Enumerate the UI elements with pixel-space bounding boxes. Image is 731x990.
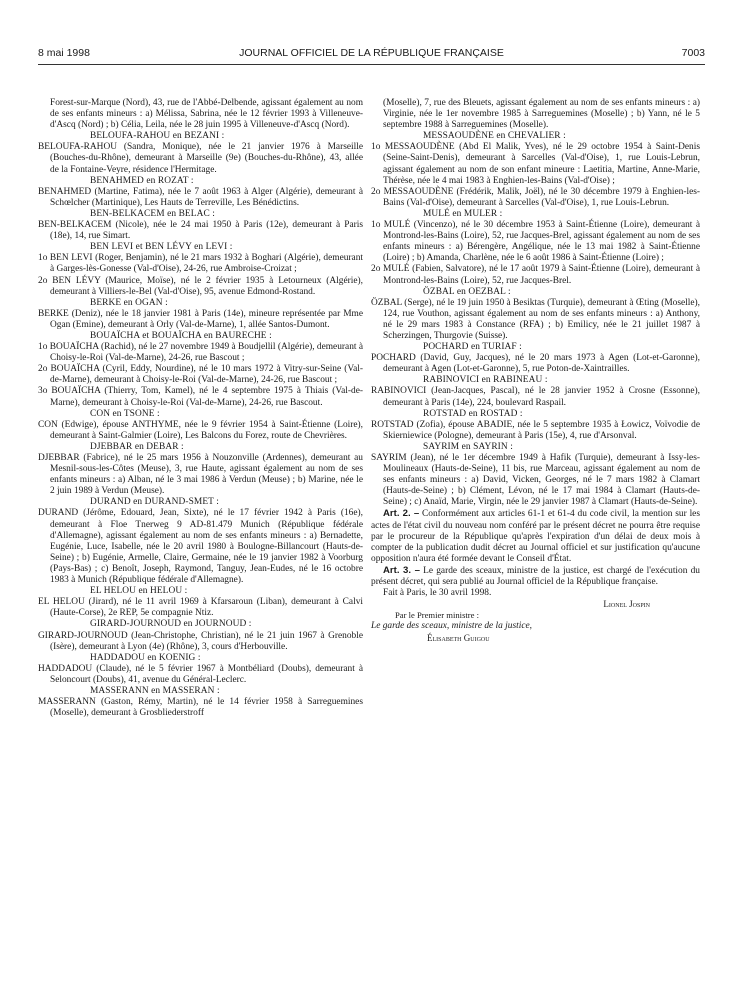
entry: 1o MESSAOUDÈNE (Abd El Malik, Yves), né le 29 octobre 1954 à Saint-Denis (Seine-Saint-Denis), demeurant à Sarcelles (Val-d'Oise), 1, rue Louis-Lebrun, agissant également au nom de son enfant mineure : Laetitia, Martine, Anne-Marie, Thérèse, née le 4 mai 1983 à Enghien-les-Bains (Val-d'Oise) ;: [371, 142, 700, 186]
left-column: [38, 98, 363, 719]
entry-heading: HADDADOU en KOENIG :: [90, 652, 201, 663]
article-3-label: Art. 3. –: [383, 564, 420, 576]
entry-continuation: (Moselle), 7, rue des Bleuets, agissant également au nom de ses enfants mineurs : a) Virginie, née le 1er novembre 1985 à Sarreguemines (Moselle) ; b) Yann, né le 5 septembre 1988 à Sarreguemines (Moselle).: [383, 98, 700, 131]
entry: 2o BEN LÉVY (Maurice, Moïse), né le 2 février 1935 à Letourneux (Algérie), demeurant à Villiers-le-Bel (Val-d'Oise), 95, avenue Edmond-Rostand.: [38, 275, 363, 297]
entry: BEN-BELKACEM (Nicole), née le 24 mai 1950 à Paris (12e), demeurant à Paris (18e), 14, rue Simart.: [38, 220, 363, 242]
entry-heading: EL HELOU en HELOU :: [90, 586, 188, 597]
entry-heading: POCHARD en TURIAF :: [423, 342, 522, 353]
entry: BERKE (Deniz), née le 18 janvier 1981 à Paris (14e), mineure représentée par Mme Ogan (Emine), demeurant à Orly (Val-de-Marne), 1, allée Santos-Dumont.: [38, 308, 363, 330]
entry: 3o BOUAÏCHA (Thierry, Tom, Kamel), né le 4 septembre 1975 à Thiais (Val-de-Marne), demeurant à Choisy-le-Roi (Val-de-Marne), 24-26, rue Bascout.: [38, 386, 363, 408]
article-2-text: Conformément aux articles 61-1 et 61-4 du code civil, la mention sur les actes de l'état civil du nouveau nom conféré par le présent décret ne pourra être requise par le procureur de la République qu'après l'expiration d'un délai de deux mois à compter de la publication dudit décret au Journal officiel et sur justification qu'aucune opposition n'aura été formée devant le Conseil d'État.: [371, 509, 700, 564]
signature-place-date: Fait à Paris, le 30 avril 1998.: [383, 588, 492, 599]
entry: 2o BOUAÏCHA (Cyril, Eddy, Nourdine), né le 10 mars 1972 à Vitry-sur-Seine (Val-de-Marne), demeurant à Choisy-le-Roi (Val-de-Marne), 24-26, rue Bascout ;: [38, 364, 363, 386]
entry-heading: BERKE en OGAN :: [90, 297, 168, 308]
entry: MASSERANN (Gaston, Rémy, Martin), né le 14 février 1958 à Sarreguemines (Moselle), demeurant à Grosbliederstroff: [38, 697, 363, 719]
entry-heading: RABINOVICI en RABINEAU :: [423, 375, 548, 386]
entry: DJEBBAR (Fabrice), né le 25 mars 1956 à Nouzonville (Ardennes), demeurant au Mesnil-sous-les-Côtes (Meuse), 3, rue Haute, agissant également au nom de ses enfants mineurs : a) Alban, né le 3 mai 1986 à Verdun (Meuse) ; b) Marine, née le 2 juin 1989 à Verdun (Meuse).: [38, 453, 363, 497]
entry: DURAND (Jérôme, Edouard, Jean, Sixte), né le 17 février 1942 à Paris (16e), demeurant à Floe Tnerweg 9 AD-81.479 Munich (République fédérale d'Allemagne), agissant également au nom de ses enfants mineurs : a) Bernadette, Eugénie, Luce, Isabelle, née le 20 avril 1980 à Boulogne-Billancourt (Hauts-de-Seine) ; b) Eugénie, Armelle, Claire, Germaine, née le 19 janvier 1982 à Voorburg (Pays-Bas) ; c) Benoît, Joseph, Raymond, Tanguy, Jean-Eudes, né le 16 octobre 1983 à Munich (République fédérale d'Allemagne).: [38, 508, 363, 586]
article-3-text: Le garde des sceaux, ministre de la justice, est chargé de l'exécution du présent décret, qui sera publié au Journal officiel de la République française.: [371, 565, 700, 588]
entry: 2o MULÉ (Fabien, Salvatore), né le 17 août 1979 à Saint-Étienne (Loire), demeurant à Montrond-les-Bains (Loire), 52, rue Jacques-Brel.: [371, 264, 700, 286]
entry-heading: SAYRIM en SAYRIN :: [423, 441, 513, 452]
entry-heading: BELOUFA-RAHOU en BEZANI :: [90, 131, 225, 142]
header-date: 8 mai 1998: [38, 47, 90, 59]
header-page-number: 7003: [681, 47, 705, 59]
entry: 1o BOUAÏCHA (Rachid), né le 27 novembre 1949 à Boudjellil (Algérie), demeurant à Choisy-le-Roi (Val-de-Marne), 24-26, rue Bascout ;: [38, 342, 363, 364]
entry: ÖZBAL (Serge), né le 19 juin 1950 à Besiktas (Turquie), demeurant à Œting (Moselle), 124, rue Vouthon, agissant également au nom de ses enfants mineurs : a) Anthony, né le 29 mars 1983 à Constance (RFA) ; b) Emilicy, née le 21 juillet 1987 à Scherzingen, Thurgovie (Suisse).: [371, 297, 700, 341]
entry-heading: GIRARD-JOURNOUD en JOURNOUD :: [90, 619, 252, 630]
entry: SAYRIM (Jean), né le 1er décembre 1949 à Hafik (Turquie), demeurant à Issy-les-Moulineaux (Hauts-de-Seine), 11 bis, rue Marceau, agissant également au nom de ses enfants mineurs : a) David, Vicken, Georges, né le 7 mars 1982 à Clamart (Hauts-de-Seine) ; b) Clément, Lévon, né le 17 mai 1984 à Clamart (Hauts-de-Seine) ; c) Anaïd, Marie, Virgin, née le 29 janvier 1987 à Clamart (Hauts-de-Seine).: [371, 453, 700, 508]
entry-heading: CON en TSONE :: [90, 408, 160, 419]
header-title: JOURNAL OFFICIEL DE LA RÉPUBLIQUE FRANÇAISE: [239, 47, 504, 59]
entry: 1o MULÉ (Vincenzo), né le 30 décembre 1953 à Saint-Étienne (Loire), demeurant à Montrond-les-Bains (Loire), 52, rue Jacques-Brel, agissant également au nom de ses enfants mineurs : a) Bérengère, Angélique, née le 13 mai 1982 à Saint-Étienne (Loire) ; b) Amanda, Charlène, née le 6 août 1986 à Saint-Étienne (Loire) ;: [371, 220, 700, 264]
page-header: [38, 47, 705, 61]
entry-heading: ÖZBAL en OEZBAL :: [423, 286, 511, 297]
minister-role: Le garde des sceaux, ministre de la justice,: [371, 621, 532, 632]
entry: EL HELOU (Jirard), né le 11 avril 1969 à Kfarsaroun (Liban), demeurant à Calvi (Haute-Corse), 2e REP, 5e compagnie Ntiz.: [38, 597, 363, 619]
entry: CON (Edwige), épouse ANTHYME, née le 9 février 1954 à Saint-Étienne (Loire), demeurant à Saint-Galmier (Loire), Les Balcons du Forez, route de Chevrières.: [38, 419, 363, 441]
entry-heading: MASSERANN en MASSERAN :: [90, 685, 220, 696]
entry: RABINOVICI (Jean-Jacques, Pascal), né le 28 janvier 1952 à Crosne (Essonne), demeurant à Paris (14e), 224, boulevard Raspail.: [371, 386, 700, 408]
entry: 2o MESSAOUDÈNE (Frédérik, Malik, Joël), né le 30 décembre 1979 à Enghien-les-Bains (Val-d'Oise), demeurant à Sarcelles (Val-d'Oise), 1, rue Louis-Lebrun.: [371, 186, 700, 208]
entry-heading: BEN-BELKACEM en BELAC :: [90, 208, 215, 219]
entry: BENAHMED (Martine, Fatima), née le 7 août 1963 à Alger (Algérie), demeurant à Schœlcher (Martinique), Les Hauts de Terreville, Les Bénédictins.: [38, 186, 363, 208]
header-rule: [38, 64, 705, 65]
entry-heading: MULÉ en MULER :: [423, 208, 503, 219]
entry: ROTSTAD (Zofia), épouse ABADIE, née le 5 septembre 1935 à Łowicz, Voïvodie de Skierniewice (Pologne), demeurant à Paris (15e), 4, rue d'Arsonval.: [371, 419, 700, 441]
entry-continuation: Forest-sur-Marque (Nord), 43, rue de l'Abbé-Delbende, agissant également au nom de ses enfants mineurs : a) Mélissa, Sabrina, née le 12 février 1993 à Villeneuve-d'Ascq (Nord) ; b) Célia, Leila, née le 28 juin 1995 à Villeneuve-d'Ascq (Nord).: [50, 98, 363, 131]
right-column: [371, 98, 700, 644]
article-2-label: Art. 2. –: [383, 508, 420, 520]
entry-heading: BEN LEVI et BEN LÉVY en LEVI :: [90, 242, 233, 253]
by-prime-minister-line: Par le Premier ministre :: [395, 610, 480, 621]
entry: BELOUFA-RAHOU (Sandra, Monique), née le 21 janvier 1976 à Marseille (Bouches-du-Rhône), demeurant à Marseille (9e) (Bouches-du-Rhône), 43, allée de la Fontaine-Veyre, résidence l'Hermitage.: [38, 142, 363, 175]
entry: GIRARD-JOURNOUD (Jean-Christophe, Christian), né le 21 juin 1967 à Grenoble (Isère), demeurant à Lyon (4e) (Rhône), 3, cours d'Herbouville.: [38, 630, 363, 652]
entry-heading: MESSAOUDÈNE en CHEVALIER :: [423, 131, 566, 142]
article-2: [371, 508, 700, 564]
entry: POCHARD (David, Guy, Jacques), né le 20 mars 1973 à Agen (Lot-et-Garonne), demeurant à Agen (Lot-et-Garonne), 5, rue Poton-de-Xaintrailles.: [371, 353, 700, 375]
signer-prime-minister: Lionel Jospin: [603, 599, 650, 610]
entry-heading: ROTSTAD en ROSTAD :: [423, 408, 523, 419]
entry: 1o BEN LEVI (Roger, Benjamin), né le 21 mars 1932 à Boghari (Algérie), demeurant à Garges-lès-Gonesse (Val-d'Oise), 24-26, rue Ambroise-Croizat ;: [38, 253, 363, 275]
entry-heading: BENAHMED en ROZAT :: [90, 175, 194, 186]
signer-minister: Élisabeth Guigou: [427, 632, 490, 643]
entry: HADDADOU (Claude), né le 5 février 1967 à Montbéliard (Doubs), demeurant à Seloncourt (Doubs), 41, avenue du Général-Leclerc.: [38, 663, 363, 685]
entry-heading: DURAND en DURAND-SMET :: [90, 497, 219, 508]
article-3: [371, 565, 700, 588]
entry-heading: DJEBBAR en DEBAR :: [90, 441, 184, 452]
entry-heading: BOUAÏCHA et BOUAÏCHA en BAURECHE :: [90, 330, 272, 341]
